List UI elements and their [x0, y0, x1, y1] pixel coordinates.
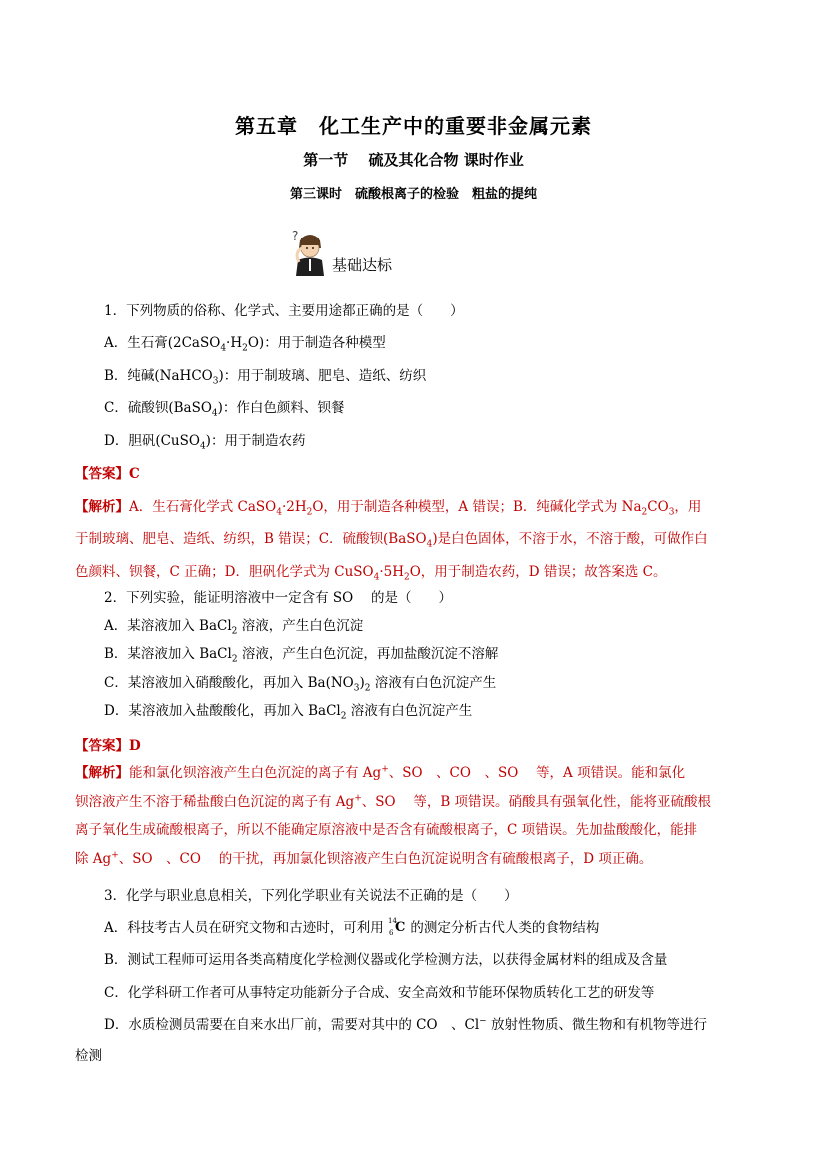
question-3-option-c: C．化学科研工作者可从事特定功能新分子合成、安全高效和节能环保物质转化工艺的研发等 — [104, 985, 655, 1001]
question-3-option-d: D．水质检测员需要在自来水出厂前，需要对其中的 CO 、Cl− 放射性物质、微生物和有机物等进行 — [104, 1016, 708, 1033]
question-1-explanation-line-2: 于制玻璃、肥皂、造纸、纺织，B 错误；C．硫酸钡(BaSO$_4$)是白色固体，不溶于水，不溶于酸，可做作白 — [75, 531, 708, 550]
question-2-answer: 【答案】D — [75, 738, 141, 754]
question-2-stem: 2．下列实验，能证明溶液中一定含有 SO 的是（ ） — [104, 590, 452, 606]
section-banner — [288, 226, 428, 276]
question-1-option-d: D．胆矾(CuSO$_4$)：用于制造农药 — [104, 433, 306, 452]
question-2-explanation-line-3: 离子氧化生成硫酸根离子，所以不能确定原溶液中是否含有硫酸根离子，C 项错误。先加盐酸酸化，能排 — [75, 822, 698, 838]
question-3-stem: 3．化学与职业息息相关，下列化学职业有关说法不正确的是（ ） — [104, 888, 518, 904]
question-2-option-c: C．某溶液加入硝酸酸化，再加入 $Ba(NO_3)_2$ 溶液有白色沉淀产生 — [104, 675, 497, 694]
question-1-answer: 【答案】C — [75, 466, 140, 482]
lesson-title: 第三课时 硫酸根离子的检验 粗盐的提纯 — [289, 187, 537, 202]
chapter-title: 第五章 化工生产中的重要非金属元素 — [235, 114, 592, 138]
question-3-option-d-continued: 检测 — [75, 1048, 102, 1064]
carbon-14-isotope: 14 6 C — [388, 916, 406, 937]
question-1-explanation-line-1: 【解析】A．生石膏化学式 $CaSO_4\cdot 2H_2O$，用于制造各种模型，A 错误；B．纯碱化学式为 $Na_2CO_3$，用 — [75, 499, 702, 518]
section-title: 第一节 硫及其化合物 课时作业 — [303, 151, 524, 169]
question-2-option-a: A．某溶液加入 BaCl$_2$ 溶液，产生白色沉淀 — [104, 618, 364, 637]
question-1-option-c: C．硫酸钡(BaSO$_4$)：作白色颜料、钡餐 — [104, 400, 345, 419]
question-2-explanation-line-4: 除 Ag+、SO 、CO 的干扰，再加氯化钡溶液产生白色沉淀说明含有硫酸根离子，D 项正确。 — [75, 850, 653, 867]
question-1-option-a: A．生石膏$(2CaSO_4\cdot H_2O)$：用于制造各种模型 — [104, 335, 386, 354]
question-1-explanation-line-3: 色颜料、钡餐，C 正确；D．胆矾化学式为 $CuSO_4\cdot 5H_2O$，用于制造农药，D 错误；故答案选 C。 — [75, 564, 667, 583]
svg-text:?: ? — [292, 229, 299, 243]
question-2-explanation-line-1: 【解析】能和氯化钡溶液产生白色沉淀的离子有 Ag+、SO 、CO 、SO 等，A 项错误。能和氯化 — [75, 764, 686, 781]
question-2-option-b: B．某溶液加入 BaCl$_2$ 溶液，产生白色沉淀，再加盐酸沉淀不溶解 — [104, 646, 499, 665]
question-1-stem: 1．下列物质的俗称、化学式、主要用途都正确的是（ ） — [104, 303, 464, 319]
banner-label: 基础达标 — [332, 256, 393, 274]
question-3-option-a: A．科技考古人员在研究文物和古迹时，可利用 14 6 C 的测定分析古代人类的食物结构 — [104, 916, 600, 937]
question-3-option-b: B．测试工程师可运用各类高精度化学检测仪器或化学检测方法，以获得金属材料的组成及含量 — [104, 952, 668, 968]
question-2-explanation-line-2: 钡溶液产生不溶于稀盐酸白色沉淀的离子有 Ag+、SO 等，B 项错误。硝酸具有强氧化性，能将亚硫酸根 — [75, 793, 712, 810]
question-2-option-d: D．某溶液加入盐酸酸化，再加入 BaCl$_2$ 溶液有白色沉淀产生 — [104, 703, 473, 722]
student-thinking-icon — [288, 226, 332, 276]
question-1-option-b: B．纯碱(NaHCO$_3$)：用于制玻璃、肥皂、造纸、纺织 — [104, 368, 427, 387]
